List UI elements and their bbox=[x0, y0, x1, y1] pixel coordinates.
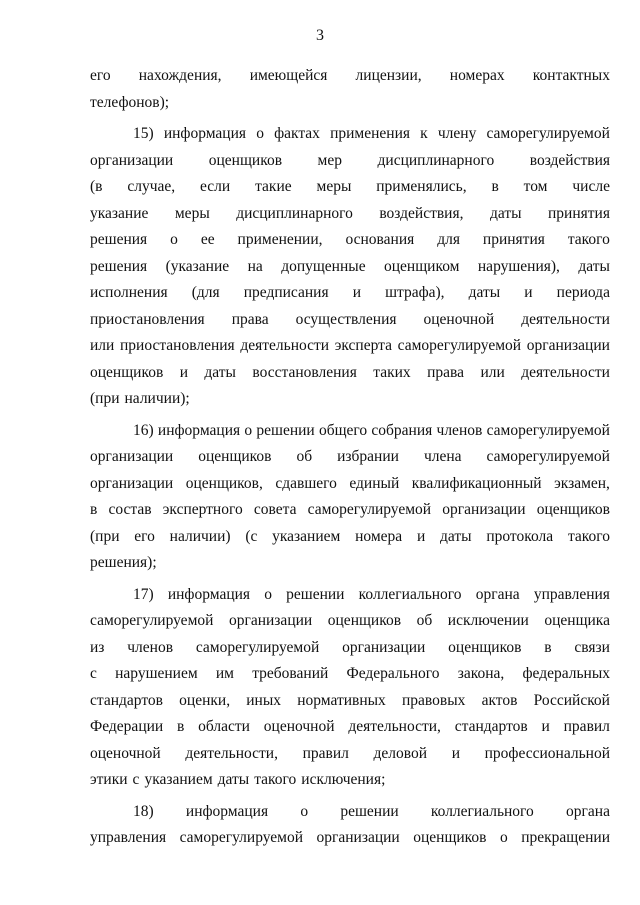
text-line: 18) информация о решении коллегиального органа bbox=[133, 802, 610, 820]
text-line: телефонов); bbox=[90, 93, 170, 111]
text-line: управления саморегулируемой организации оценщиков о прекращении bbox=[90, 829, 610, 846]
text-line: решения о ее применении, основания для принятия такого bbox=[90, 231, 610, 248]
text-line: указание меры дисциплинарного воздействия, даты принятия bbox=[90, 204, 610, 222]
text-line: оценщиков и даты восстановления таких права или деятельности bbox=[90, 363, 610, 381]
text-line: 15) информация о фактах применения к члену саморегулируемой bbox=[133, 125, 610, 142]
text-line: саморегулируемой организации оценщиков об исключении оценщика bbox=[90, 612, 610, 629]
page-number: 3 bbox=[316, 27, 324, 44]
paragraph bbox=[90, 582, 610, 794]
text-line: 16) информация о решении общего собрания членов саморегулируемой bbox=[133, 421, 610, 439]
document-body bbox=[90, 63, 610, 857]
text-line: этики с указанием даты такого исключения; bbox=[90, 771, 386, 788]
text-line: стандартов оценки, иных нормативных правовых актов Российской bbox=[90, 691, 610, 709]
text-line: организации оценщиков, сдавшего единый квалификационный экзамен, bbox=[90, 474, 610, 492]
text-line: (в случае, если такие меры применялись, в том числе bbox=[90, 178, 610, 195]
text-line: (при наличии); bbox=[90, 390, 190, 407]
text-line: организации оценщиков мер дисциплинарного воздействия bbox=[90, 151, 610, 169]
text-line: оценочной деятельности, правил деловой и профессиональной bbox=[90, 744, 610, 762]
paragraph bbox=[90, 418, 610, 577]
text-line: из членов саморегулируемой организации оценщиков в связи bbox=[90, 638, 610, 656]
text-line: в состав экспертного совета саморегулируемой организации оценщиков bbox=[90, 501, 610, 518]
text-line: решения (указание на допущенные оценщиком нарушения), даты bbox=[90, 257, 610, 275]
paragraph bbox=[90, 799, 610, 852]
text-line: с нарушением им требований Федерального закона, федеральных bbox=[90, 665, 610, 682]
text-line: Федерации в области оценочной деятельности, стандартов и правил bbox=[90, 718, 610, 735]
text-line: решения); bbox=[90, 554, 157, 571]
paragraph bbox=[90, 121, 610, 413]
text-line: приостановления права осуществления оценочной деятельности bbox=[90, 310, 610, 328]
text-line: организации оценщиков об избрании члена саморегулируемой bbox=[90, 448, 610, 465]
text-line: или приостановления деятельности эксперта саморегулируемой организации bbox=[90, 337, 610, 354]
text-line: 17) информация о решении коллегиального органа управления bbox=[133, 585, 610, 603]
text-line: (при его наличии) (с указанием номера и даты протокола такого bbox=[90, 527, 610, 545]
text-line: исполнения (для предписания и штрафа), даты и периода bbox=[90, 284, 610, 301]
text-line: его нахождения, имеющейся лицензии, номерах контактных bbox=[90, 67, 610, 84]
paragraph bbox=[90, 63, 610, 116]
